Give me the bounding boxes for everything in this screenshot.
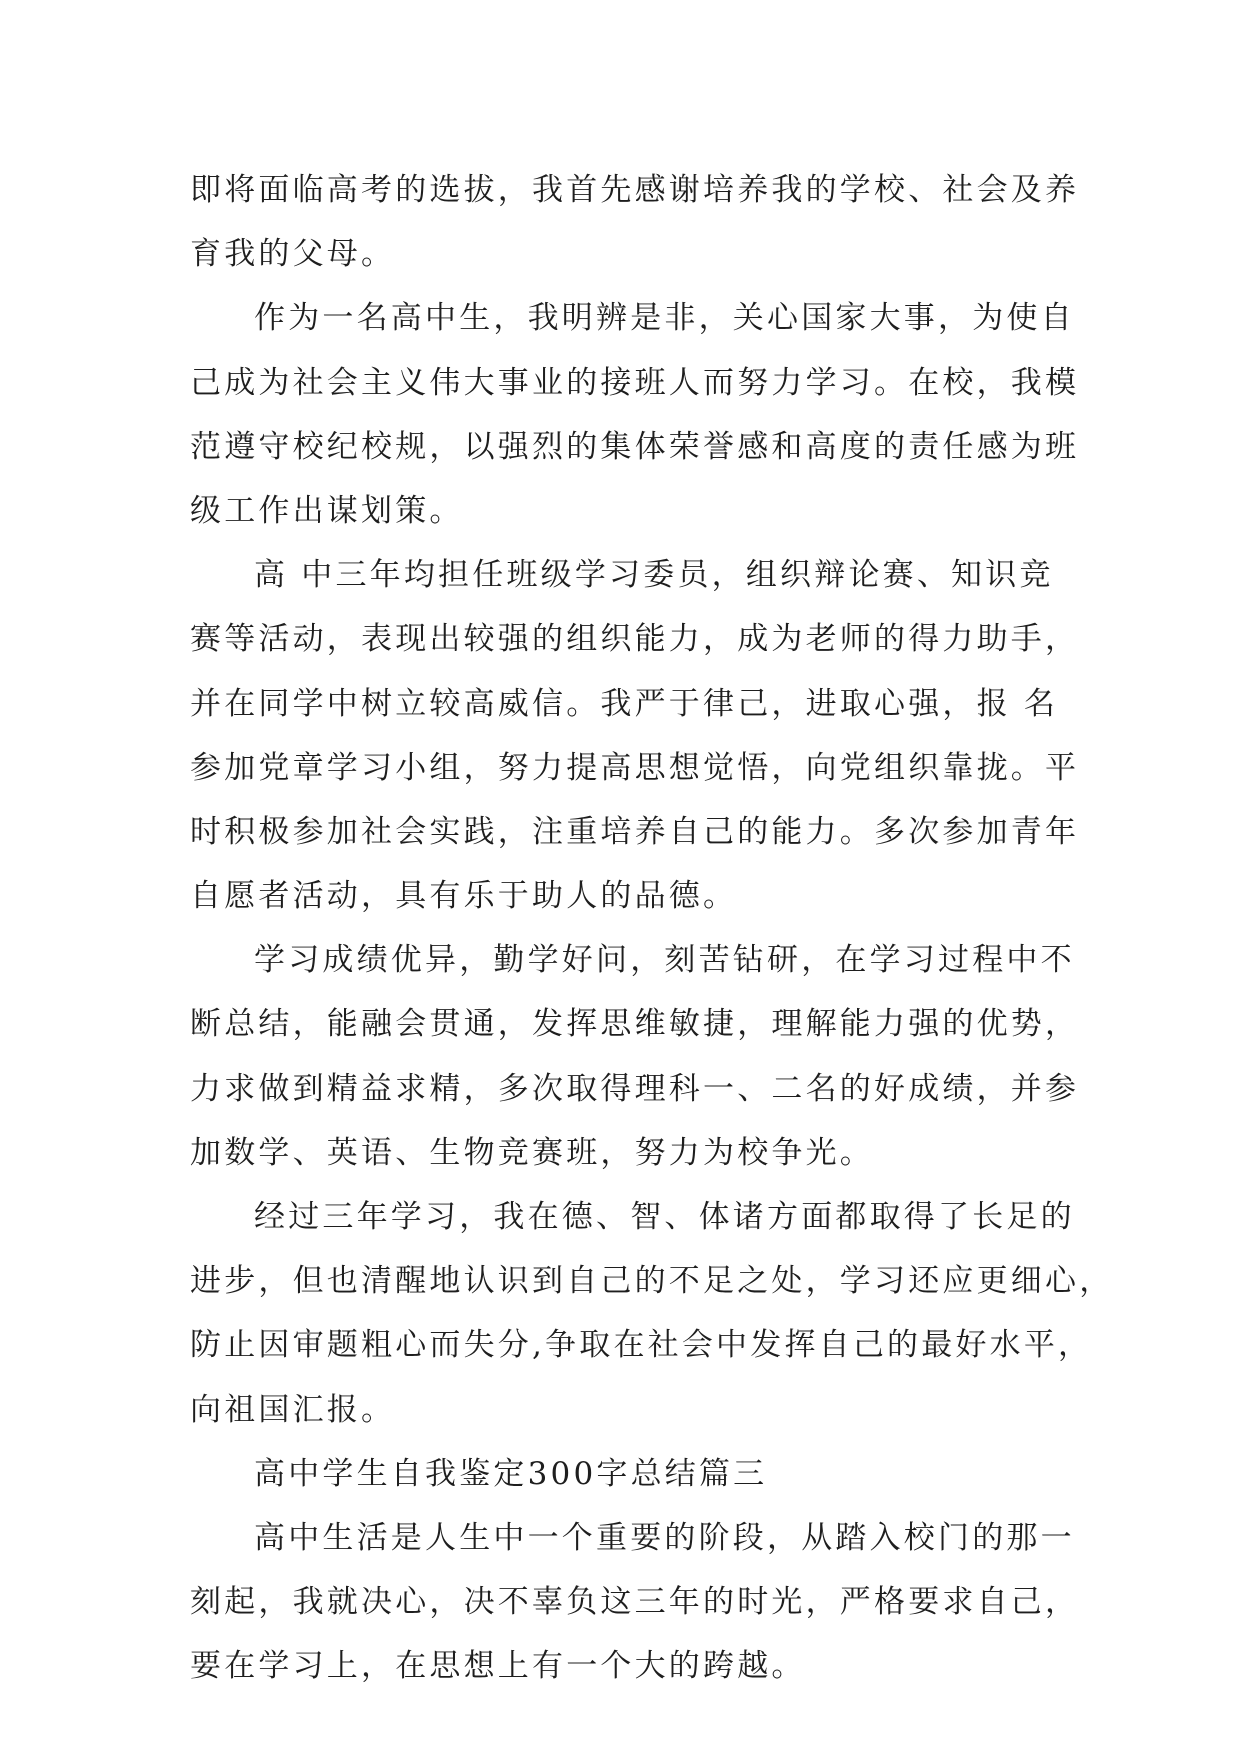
- text-line: 进步，但也清醒地认识到自己的不足之处，学习还应更细心，: [190, 1263, 1114, 1300]
- text-line: 并在同学中树立较高威信。我严于律己，进取心强，报 名: [190, 685, 1059, 722]
- document-body: [190, 158, 1114, 1699]
- text-line: 经过三年学习，我在德、智、体诸方面都取得了长足的: [254, 1199, 1075, 1235]
- text-line: 向祖国汇报。: [190, 1391, 396, 1428]
- text-line: 刻起，我就决心，决不辜负这三年的时光，严格要求自己，: [190, 1584, 1080, 1621]
- text-line: 高中学生自我鉴定300字总结篇三: [254, 1455, 768, 1492]
- text-line: 作为一名高中生，我明辨是非，关心国家大事，为使自: [254, 300, 1075, 337]
- text-line: 范遵守校纪校规，以强烈的集体荣誉感和高度的责任感为班: [190, 428, 1080, 465]
- text-line: 要在学习上，在思想上有一个大的跨越。: [190, 1648, 806, 1685]
- text-line: 防止因审题粗心而失分,争取在社会中发挥自己的最好水平，: [190, 1327, 1093, 1364]
- text-line: 高中生活是人生中一个重要的阶段，从踏入校门的那一: [254, 1519, 1075, 1556]
- text-line: 力求做到精益求精，多次取得理科一、二名的好成绩，并参: [190, 1070, 1080, 1107]
- text-line: 断总结，能融会贯通，发挥思维敏捷，理解能力强的优势，: [190, 1006, 1080, 1043]
- text-line: 级工作出谋划策。: [190, 492, 464, 529]
- text-line: 时积极参加社会实践，注重培养自己的能力。多次参加青年: [190, 813, 1080, 850]
- text-line: 加数学、英语、生物竞赛班，努力为校争光。: [190, 1134, 874, 1171]
- text-line: 育我的父母。: [190, 236, 396, 273]
- text-line: 学习成绩优异，勤学好问，刻苦钻研，在学习过程中不: [254, 942, 1075, 979]
- text-line: 参加党章学习小组，努力提高思想觉悟，向党组织靠拢。平: [190, 749, 1080, 786]
- text-line: 高 中三年均担任班级学习委员，组织辩论赛、知识竞: [254, 557, 1054, 594]
- text-line: 赛等活动，表现出较强的组织能力，成为老师的得力助手，: [190, 621, 1080, 658]
- text-line: 己成为社会主义伟大事业的接班人而努力学习。在校，我模: [190, 364, 1080, 401]
- text-line: 即将面临高考的选拔，我首先感谢培养我的学校、社会及养: [190, 172, 1080, 208]
- text-line: 自愿者活动，具有乐于助人的品德。: [190, 878, 738, 915]
